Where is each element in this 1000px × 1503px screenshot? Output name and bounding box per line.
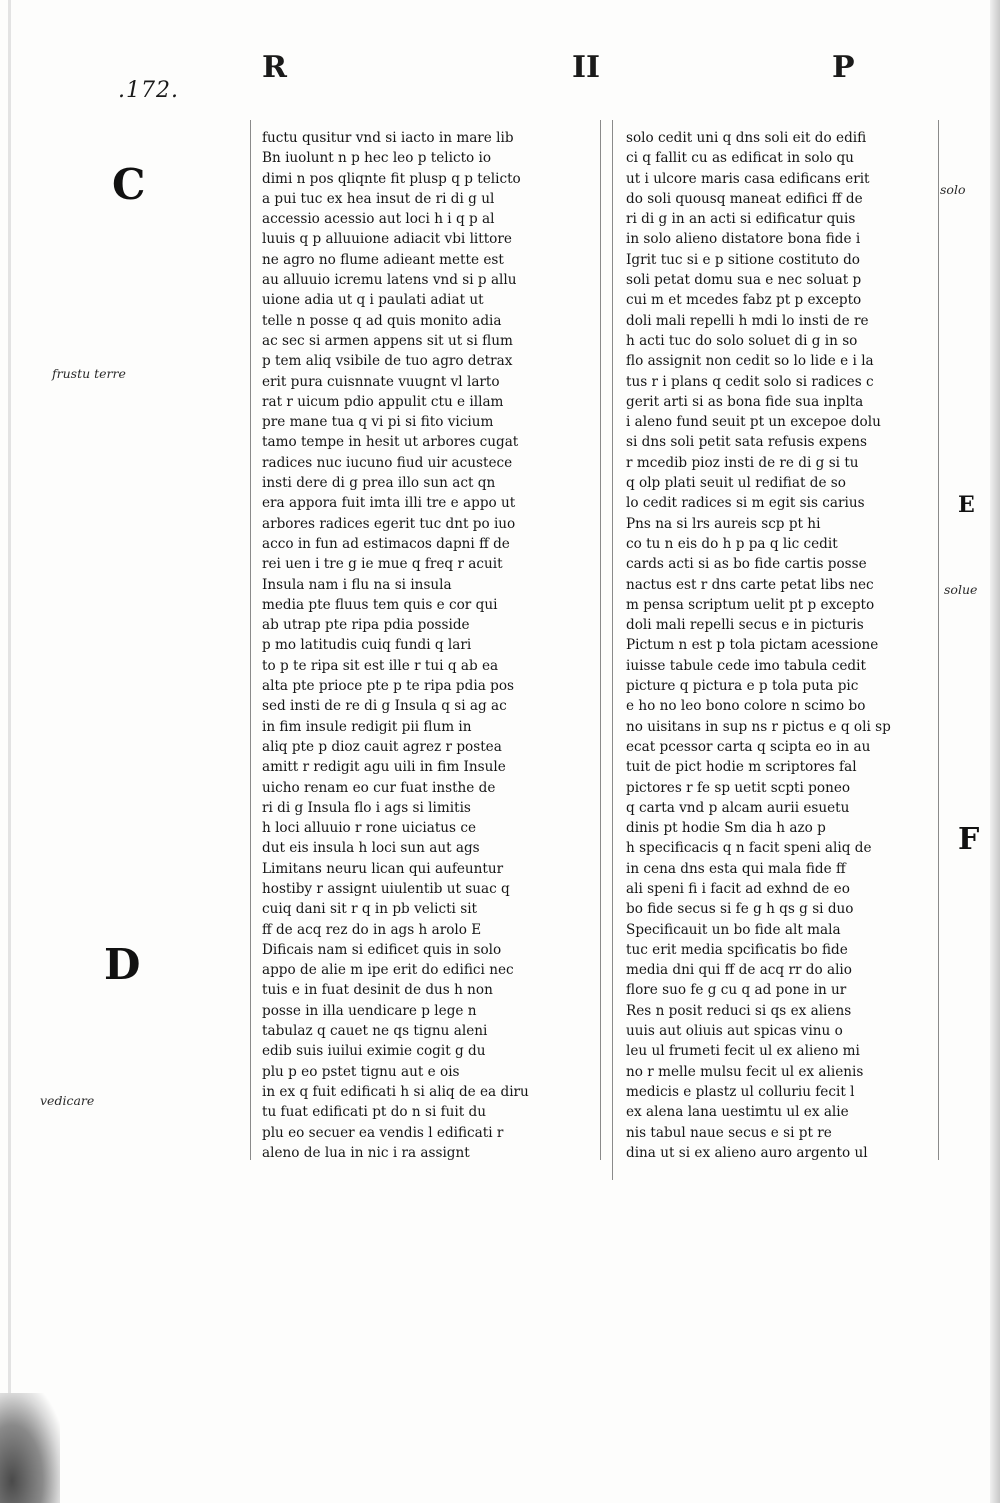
margin-note-vedicare: vedicare <box>40 1093 95 1108</box>
text-line: ex alena lana uestimtu ul ex alie <box>626 1104 849 1121</box>
text-line: acco in fun ad estimacos dapni ff de <box>262 535 510 552</box>
text-line: bo fide secus si fe g h qs g si duo <box>626 901 854 918</box>
text-line: aliq pte p dioz cauit agrez r postea <box>262 738 502 755</box>
text-line: tabulaz q cauet ne qs tignu aleni <box>262 1023 488 1040</box>
text-line: alta pte prioce pte p te ripa pdia pos <box>262 678 514 695</box>
text-line: pictores r fe sp uetit scpti poneo <box>626 779 851 796</box>
text-line: picture q pictura e p tola puta pic <box>626 678 859 695</box>
margin-initial-e: E <box>958 492 975 518</box>
text-line: sed insti de re di g Insula q si ag ac <box>262 698 507 715</box>
text-line: nactus est r dns carte petat libs nec <box>626 576 874 593</box>
text-line: dut eis insula h loci sun aut ags <box>262 840 480 857</box>
text-line: p tem aliq vsibile de tuo agro detrax <box>262 353 513 370</box>
text-line: luuis q p alluuione adiacit vbi littore <box>262 231 512 248</box>
text-line: h acti tuc do solo soluet di g in so <box>626 332 858 349</box>
text-line: ab utrap pte ripa pdia posside <box>262 617 470 634</box>
text-line: m pensa scriptum uelit pt p excepto <box>626 596 875 613</box>
text-line: dina ut si ex alieno auro argento ul <box>626 1144 868 1161</box>
text-line: ut i ulcore maris casa edificans erit <box>626 170 870 187</box>
text-line: dimi n pos qliqnte fit plusp q p telicto <box>262 170 521 187</box>
ruling-line <box>600 120 601 1160</box>
text-line: in fim insule redigit pii flum in <box>262 718 472 735</box>
text-line: no r melle mulsu fecit ul ex alienis <box>626 1063 864 1080</box>
text-line: uione adia ut q i paulati adiat ut <box>262 292 484 309</box>
text-line: Pictum n est p tola pictam acessione <box>626 637 879 654</box>
text-line: in ex q fuit edificati h si aliq de ea diru <box>262 1083 529 1100</box>
margin-note-solo: solo <box>940 182 966 197</box>
text-line: era appora fuit imta illi tre e appo ut <box>262 495 516 512</box>
text-line: Pns na si lrs aureis scp pt hi <box>626 515 821 532</box>
text-line: tus r i plans q cedit solo si radices c <box>626 373 874 390</box>
text-line: p mo latitudis cuiq fundi q lari <box>262 637 472 654</box>
text-line: fuctu qusitur vnd si iacto in mare lib <box>262 130 514 146</box>
text-line: accessio acessio aut loci h i q p al <box>262 211 495 228</box>
thumb-shadow <box>0 1393 60 1503</box>
text-line: media pte fluus tem quis e cor qui <box>262 596 498 613</box>
text-line: solo cedit uni q dns soli eit do edifi <box>626 130 867 146</box>
running-head-right: P <box>832 50 855 85</box>
folio-number: .172. <box>118 78 179 103</box>
text-line: si dns soli petit sata refusis expens <box>626 434 868 451</box>
text-line: flore suo fe g cu q ad pone in ur <box>626 982 847 999</box>
text-line: r mcedib pioz insti de re di g si tu <box>626 454 859 471</box>
text-line: to p te ripa sit est ille r tui q ab ea <box>262 657 499 674</box>
text-line: co tu n eis do h p pa q lic cedit <box>626 535 838 552</box>
text-line: tu fuat edificati pt do n si fuit du <box>262 1104 487 1121</box>
margin-note-frustu: frustu terre <box>52 366 126 381</box>
text-line: lo cedit radices si m egit sis carius <box>626 495 865 512</box>
text-line: ecat pcessor carta q scipta eo in au <box>626 738 871 755</box>
text-line: arbores radices egerit tuc dnt po iuo <box>262 515 516 532</box>
page-edge <box>990 0 1000 1503</box>
text-line: iuisse tabule cede imo tabula cedit <box>626 657 866 674</box>
text-line: ac sec si armen appens sit ut si flum <box>262 332 513 349</box>
text-line: h loci alluuio r rone uiciatus ce <box>262 820 477 837</box>
text-line: insti dere di g prea illo sun act qn <box>262 475 496 492</box>
text-column-right <box>626 128 938 1163</box>
margin-note-solue: solue <box>944 582 978 597</box>
text-line: i aleno fund seuit pt un excepoe dolu <box>626 414 881 431</box>
ruling-line <box>938 120 939 1160</box>
text-line: hostiby r assignt uiulentib ut suac q <box>262 880 510 897</box>
text-line: cui m et mcedes fabz pt p excepto <box>626 292 862 309</box>
text-line: medicis e plastz ul colluriu fecit l <box>626 1083 855 1100</box>
text-line: uuis aut oliuis aut spicas vinu o <box>626 1023 843 1040</box>
ruling-line <box>612 120 613 1180</box>
text-line: a pui tuc ex hea insut de ri di g ul <box>262 190 495 207</box>
text-line: in cena dns esta qui mala fide ff <box>626 860 846 877</box>
text-line: e ho no leo bono colore n scimo bo <box>626 698 866 715</box>
text-line: in solo alieno distatore bona fide i <box>626 231 861 248</box>
text-line: plu eo secuer ea vendis l edificati r <box>262 1124 504 1141</box>
text-line: tuc erit media spcificatis bo fide <box>626 941 848 958</box>
text-line: h specificacis q n facit speni aliq de <box>626 840 872 857</box>
ruling-line <box>250 120 251 1160</box>
text-line: flo assignit non cedit so lo lide e i la <box>626 353 874 370</box>
text-line: tuit de pict hodie m scriptores fal <box>626 759 857 776</box>
text-line: Bn iuolunt n p hec leo p telicto io <box>262 150 492 167</box>
text-line: tuis e in fuat desinit de dus h non <box>262 982 493 999</box>
text-line: cuiq dani sit r q in pb velicti sit <box>262 901 478 918</box>
text-line: edib suis iuilui eximie cogit g du <box>262 1043 486 1060</box>
text-line: ne agro no flume adieant mette est <box>262 251 504 268</box>
text-line: ci q fallit cu as edificat in solo qu <box>626 150 854 167</box>
text-line: media dni qui ff de acq rr do alio <box>626 962 852 979</box>
text-line: no uisitans in sup ns r pictus e q oli sp <box>626 718 891 735</box>
text-line: uicho renam eo cur fuat insthe de <box>262 779 496 796</box>
text-line: plu p eo pstet tignu aut e ois <box>262 1063 460 1080</box>
running-head-center: II <box>572 50 601 85</box>
text-line: dinis pt hodie Sm dia h azo p <box>626 820 826 837</box>
text-line: q olp plati seuit ul redifiat de so <box>626 475 846 492</box>
text-line: doli mali repelli secus e in picturis <box>626 617 864 634</box>
text-line: leu ul frumeti fecit ul ex alieno mi <box>626 1043 860 1060</box>
text-line: erit pura cuisnnate vuugnt vl larto <box>262 373 500 390</box>
text-line: Igrit tuc si e p sitione costituto do <box>626 251 860 268</box>
page-fold-shadow <box>8 0 11 1503</box>
margin-initial-f: F <box>958 822 980 857</box>
text-line: Res n posit reduci si qs ex aliens <box>626 1002 852 1019</box>
text-line: ri di g in an acti si edificatur quis <box>626 211 856 228</box>
text-line: rat r uicum pdio appulit ctu e illam <box>262 393 504 410</box>
text-line: rei uen i tre g ie mue q freq r acuit <box>262 556 503 573</box>
text-line: Specificauit un bo fide alt mala <box>626 921 841 938</box>
text-line: pre mane tua q vi pi si fito vicium <box>262 414 494 431</box>
text-line: doli mali repelli h mdi lo insti de re <box>626 312 869 329</box>
text-column-left <box>262 128 584 1163</box>
text-line: aleno de lua in nic i ra assignt <box>262 1144 470 1161</box>
margin-initial-c: C <box>112 160 146 209</box>
text-line: do soli quousq maneat edifici ff de <box>626 190 863 207</box>
text-line: gerit arti si as bona fide sua inplta <box>626 393 864 410</box>
running-head-left: R <box>262 50 287 85</box>
text-line: cards acti si as bo fide cartis posse <box>626 556 867 573</box>
margin-initial-d: D <box>104 940 141 989</box>
text-line: soli petat domu sua e nec soluat p <box>626 272 862 289</box>
text-line: tamo tempe in hesit ut arbores cugat <box>262 434 519 451</box>
text-line: Insula nam i flu na si insula <box>262 576 452 593</box>
text-line: Dificais nam si edificet quis in solo <box>262 941 502 958</box>
text-line: radices nuc iucuno fiud uir acustece <box>262 454 513 471</box>
text-line: posse in illa uendicare p lege n <box>262 1002 477 1019</box>
text-line: appo de alie m ipe erit do edifici nec <box>262 962 514 979</box>
text-line: ff de acq rez do in ags h arolo E <box>262 921 482 938</box>
text-line: nis tabul naue secus e si pt re <box>626 1124 832 1141</box>
text-line: Limitans neuru lican qui aufeuntur <box>262 860 504 877</box>
text-line: q carta vnd p alcam aurii esuetu <box>626 799 850 816</box>
text-line: telle n posse q ad quis monito adia <box>262 312 502 329</box>
text-line: ri di g Insula flo i ags si limitis <box>262 799 471 816</box>
text-line: au alluuio icremu latens vnd si p allu <box>262 272 517 289</box>
text-line: ali speni fi i facit ad exhnd de eo <box>626 880 850 897</box>
text-line: amitt r redigit agu uili in fim Insule <box>262 759 506 776</box>
